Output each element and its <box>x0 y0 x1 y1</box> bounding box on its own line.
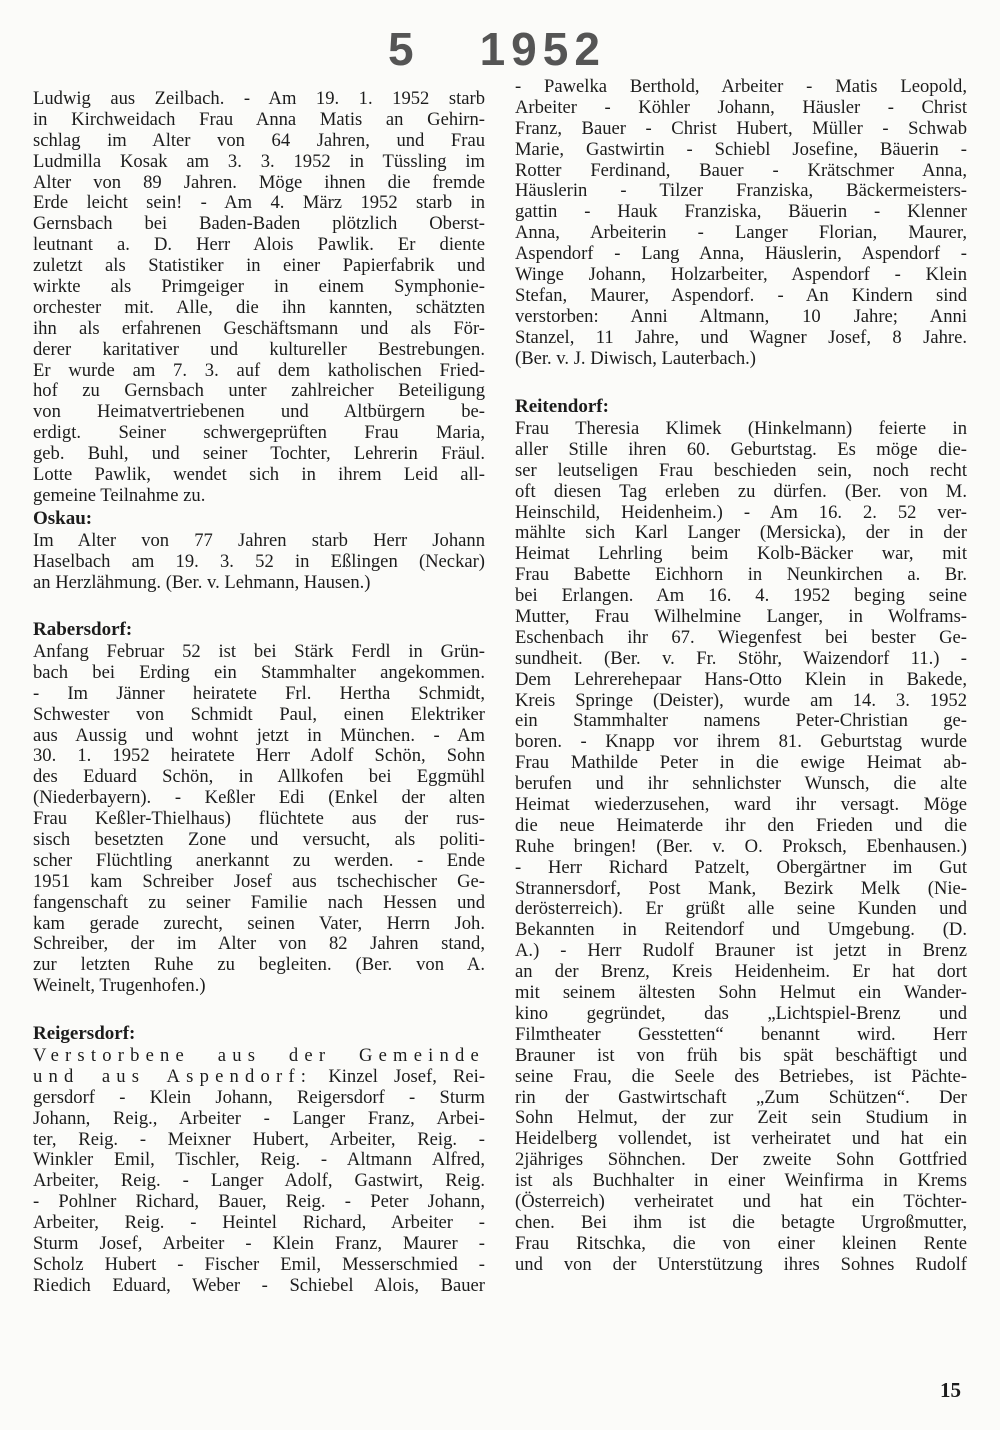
text-line: verstorben: Anni Altmann, 10 Jahre; Anni <box>515 305 967 327</box>
text-line: Arbeiter, Reig. - Heintel Richard, Arbeiter - <box>33 1212 485 1234</box>
text-line: fangenschaft zu seiner Familie nach Hessen und <box>33 891 485 913</box>
spaced-text: und aus Aspendorf: <box>33 1065 313 1087</box>
text-line: Heimat wiederzusehen, ward ihr versagt. Möge <box>515 794 967 816</box>
text-line: ser leutseligen Frau beschieden sein, noch recht <box>515 459 967 481</box>
issue-number: 5 <box>388 23 420 75</box>
text-line: chen. Bei ihm ist die betagte Urgroßmutter, <box>515 1211 967 1233</box>
text-line: gattin - Hauk Franziska, Bäuerin - Klenner <box>515 201 967 223</box>
text-line: Franz, Bauer - Christ Hubert, Müller - Schwab <box>515 117 967 139</box>
text-line: Anfang Februar 52 ist bei Stärk Ferdl in Grün- <box>33 641 485 662</box>
text-line: Anna, Arbeiterin - Langer Florian, Maurer, <box>515 222 967 244</box>
text-line: schlag im Alter von 64 Jahren, und Frau <box>33 129 485 151</box>
text-line: derösterreich). Er grüßt alle seine Kunden und <box>515 898 967 920</box>
text-line: Riedich Eduard, Weber - Schiebel Alois, Bauer <box>33 1274 485 1296</box>
text-line: ist als Buchhalter in einer Weinfirma in Krems <box>515 1170 967 1192</box>
text-line: Er wurde am 7. 3. auf dem katholischen Fried- <box>33 359 485 381</box>
text-line: Brauner ist von früh bis spät beschäftigt und <box>515 1044 967 1066</box>
text-line: ihn als erfahrenen Geschäftsmann und als För- <box>33 317 485 339</box>
text-line: derer karitativer und kultureller Bestrebungen. <box>33 338 485 360</box>
text-line: scher Flüchtling anerkannt zu werden. - Ende <box>33 849 485 871</box>
text-line: bei Erlangen. Am 16. 4. 1952 beging seine <box>515 585 967 607</box>
text-line: bach bei Erding ein Stammhalter angekommen. <box>33 661 485 683</box>
text-line: mit seinem ältesten Sohn Helmut ein Wander- <box>515 982 967 1004</box>
text-line: Weinelt, Trugenhofen.) <box>33 975 206 997</box>
text-line: (Österreich) verheiratet und hat ein Töchter- <box>515 1190 967 1212</box>
text: Kinzel Josef, Rei- <box>328 1065 486 1087</box>
text-line: Lotte Pawlik, wendet sich in ihrem Leid all- <box>33 464 485 486</box>
text-line: Arbeiter - Köhler Johann, Häusler - Christ <box>515 96 967 118</box>
text-line: Stefan, Maurer, Aspendorf. - An Kindern sind <box>515 284 967 306</box>
text-line: Frau Babette Eichhorn in Neunkirchen a. Br. <box>515 564 967 586</box>
text-line: berufen und ihr sehnlichster Wunsch, die alte <box>515 773 967 795</box>
section-reitendorf <box>515 395 967 1276</box>
text-line: Häuslerin - Tilzer Franziska, Bäckermeisters- <box>515 180 967 202</box>
text-line: Winkler Emil, Tischler, Reig. - Altmann Alfred, <box>33 1149 485 1171</box>
text-line: aller Stille ihren 60. Geburtstag. Es möge die- <box>515 438 967 460</box>
text-line: Heimat Lehrling beim Kolb-Bäcker war, mit <box>515 543 967 565</box>
text-line: A.) - Herr Rudolf Brauner ist jetzt in Brenz <box>515 940 967 962</box>
text-line: von Heimatvertriebenen und Altbürgern be- <box>33 401 485 423</box>
text-line: rin der Gastwirtschaft „Zum Schützen“. Der <box>515 1086 967 1108</box>
text-line: Sturm Josef, Arbeiter - Klein Franz, Maurer - <box>33 1233 485 1255</box>
text-line: - Herr Richard Patzelt, Obergärtner im Gut <box>515 856 967 878</box>
text-line: an Herzlähmung. (Ber. v. Lehmann, Hausen.) <box>33 571 371 593</box>
text-line: Scholz Hubert - Fischer Emil, Messerschmied - <box>33 1253 485 1275</box>
text-line: Erde leicht sein! - Am 4. März 1952 starb in <box>33 192 485 214</box>
text-line: hof zu Gernsbach unter zahlreicher Beteiligung <box>33 380 485 402</box>
text-line: Verstorbene aus der Gemeinde <box>33 1045 485 1066</box>
text-line: - Im Jänner heiratete Frl. Hertha Schmidt, <box>33 682 485 704</box>
text-line: Eschenbach ihr 67. Wiegenfest bei bester Ge- <box>515 626 967 648</box>
section-heading: Reigersdorf: <box>33 1023 136 1044</box>
text-line: Bekannten in Reitendorf und Umgebung. (D. <box>515 919 967 941</box>
text-line: 30. 1. 1952 heiratete Herr Adolf Schön, Sohn <box>33 745 485 767</box>
text-line: oft diesen Tag erleben zu dürfen. (Ber. von M. <box>515 480 967 502</box>
text-line: Ludwig aus Zeilbach. - Am 19. 1. 1952 starb <box>33 88 485 109</box>
text-line: kam gerade zurecht, seinen Vater, Herrn Joh. <box>33 912 485 934</box>
text-line: (Niederbayern). - Keßler Edi (Enkel der alten <box>33 787 485 809</box>
section-heading: Oskau: <box>33 508 93 529</box>
text-line: zur letzten Ruhe zu begleiten. (Ber. von A. <box>33 954 485 976</box>
text-line: an der Brenz, Kreis Heidenheim. Er hat dort <box>515 961 967 983</box>
text-line: ein Stammhalter namens Peter-Christian ge- <box>515 710 967 732</box>
text-line: sisch besetzten Zone und versucht, als politi- <box>33 829 485 851</box>
issue-year: 1952 <box>479 23 606 75</box>
text-line: Winge Johann, Holzarbeiter, Aspendorf - Klein <box>515 264 967 286</box>
text-line: aus Aussig und wohnt jetzt in München. - Am <box>33 724 485 746</box>
text-line: Im Alter von 77 Jahren starb Herr Johann <box>33 530 485 551</box>
text-line: - Pawelka Berthold, Arbeiter - Matis Leopold, <box>515 76 967 97</box>
text-line: Ludmilla Kosak am 3. 3. 1952 in Tüssling im <box>33 150 485 172</box>
text-line: Mutter, Frau Wilhelmine Langer, in Wolframs- <box>515 606 967 628</box>
text-line: mählte sich Karl Langer (Mersicka), der in der <box>515 522 967 544</box>
text-line: Haselbach am 19. 3. 52 in Eßlingen (Neckar) <box>33 550 485 572</box>
section-reigersdorf <box>33 1022 485 1297</box>
section-heading: Rabersdorf: <box>33 619 133 640</box>
text-line: Marie, Gastwirtin - Schiebl Josefine, Bäuerin - <box>515 138 967 160</box>
text-line: zuletzt als Statistiker in einer Papierfabrik und <box>33 255 485 277</box>
text-line: Alter von 89 Jahren. Möge ihnen die fremde <box>33 171 485 193</box>
text-line: wirkte als Primgeiger in einem Symphonie- <box>33 276 485 298</box>
text-line: Gernsbach bei Baden-Baden plötzlich Oberst- <box>33 213 485 235</box>
text-line: Heinschild, Heidenheim.) - Am 16. 2. 52 ver- <box>515 501 967 523</box>
text-line: des Eduard Schön, in Allkofen bei Eggmühl <box>33 766 485 788</box>
text-line: Dem Lehrerehepaar Hans-Otto Klein in Bakede, <box>515 668 967 690</box>
text-line: orchester mit. Alle, die ihn kannten, schätzten <box>33 296 485 318</box>
text-line: Schwester von Schmidt Paul, einen Elektriker <box>33 703 485 725</box>
text-line: erdigt. Seiner schwergeprüften Frau Maria, <box>33 422 485 444</box>
text-line: kino gegründet, das „Lichtspiel-Brenz und <box>515 1002 967 1024</box>
text-line: Aspendorf - Lang Anna, Häuslerin, Aspendorf - <box>515 243 967 265</box>
text-line: Schreiber, der im Alter von 82 Jahren stand, <box>33 933 485 955</box>
text-line: Kreis Springe (Deister), wurde am 14. 3. 1952 <box>515 689 967 711</box>
text-line: Ruhe bringen! (Ber. v. O. Proksch, Ebenhausen.) <box>515 835 967 857</box>
text-line: gersdorf - Klein Johann, Reigersdorf - Sturm <box>33 1086 485 1108</box>
text-line: die neue Heimaterde ihr den Frieden und die <box>515 814 967 836</box>
text-line: Filmtheater Gesstetten“ benannt wird. Herr <box>515 1023 967 1045</box>
text-line: sundheit. (Ber. v. Fr. Stöhr, Waizendorf 11.) - <box>515 647 967 669</box>
text-line: Johann, Reig., Arbeiter - Langer Franz, Arbei- <box>33 1107 485 1129</box>
section-rabersdorf <box>33 618 485 997</box>
text-line: geb. Buhl, und seiner Tochter, Lehrerin Fräul. <box>33 443 485 465</box>
text-line: seine Frau, die Seele des Betriebes, ist Pächte- <box>515 1065 967 1087</box>
text-line: (Ber. v. J. Diwisch, Lauterbach.) <box>515 347 756 369</box>
text-line: Stanzel, 11 Jahre, und Wagner Josef, 8 Jahre. <box>515 326 967 348</box>
text-line: Rotter Ferdinand, Bauer - Krätschmer Anna, <box>515 159 967 181</box>
text-line: - Pohlner Richard, Bauer, Reig. - Peter Johann, <box>33 1191 485 1213</box>
text-line: gemeine Teilnahme zu. <box>33 484 206 506</box>
text-line: ter, Reig. - Meixner Hubert, Arbeiter, Reig. - <box>33 1128 485 1150</box>
text-line: Frau Keßler-Thielhaus) flüchtete aus der rus- <box>33 808 485 830</box>
text-line: Arbeiter, Reig. - Langer Adolf, Gastwirt, Reig. <box>33 1170 485 1192</box>
text-line: Frau Ritschka, die von einer kleinen Rente <box>515 1232 967 1254</box>
text-line: in Kirchweidach Frau Anna Matis an Gehirn- <box>33 108 485 130</box>
issue-header <box>388 22 606 76</box>
left-intro <box>33 89 485 507</box>
section-oskau <box>33 507 485 594</box>
text-line: Sohn Helmut, der zur Zeit sein Studium in <box>515 1107 967 1129</box>
page-number: 15 <box>940 1378 961 1402</box>
text-line: 1951 kam Schreiber Josef aus tschechischer Ge- <box>33 870 485 892</box>
text-line: und von der Unterstützung ihres Sohnes Rudolf <box>515 1253 967 1275</box>
text-line <box>33 1067 485 1088</box>
section-heading: Reitendorf: <box>515 396 609 417</box>
text-line: Frau Theresia Klimek (Hinkelmann) feierte in <box>515 418 967 439</box>
text-line: leutnant a. D. Herr Alois Pawlik. Er diente <box>33 234 485 256</box>
text-line: 2jähriges Söhnchen. Der zweite Sohn Gottfried <box>515 1149 967 1171</box>
right-continuation <box>515 77 967 369</box>
text-line: Heidelberg vollendet, ist verheiratet und hat ein <box>515 1128 967 1150</box>
text-line: Strannersdorf, Post Mank, Bezirk Melk (Nie- <box>515 877 967 899</box>
text-line: boren. - Knapp vor ihrem 81. Geburtstag wurde <box>515 731 967 753</box>
text-line: Frau Mathilde Peter in die ewige Heimat ab- <box>515 752 967 774</box>
